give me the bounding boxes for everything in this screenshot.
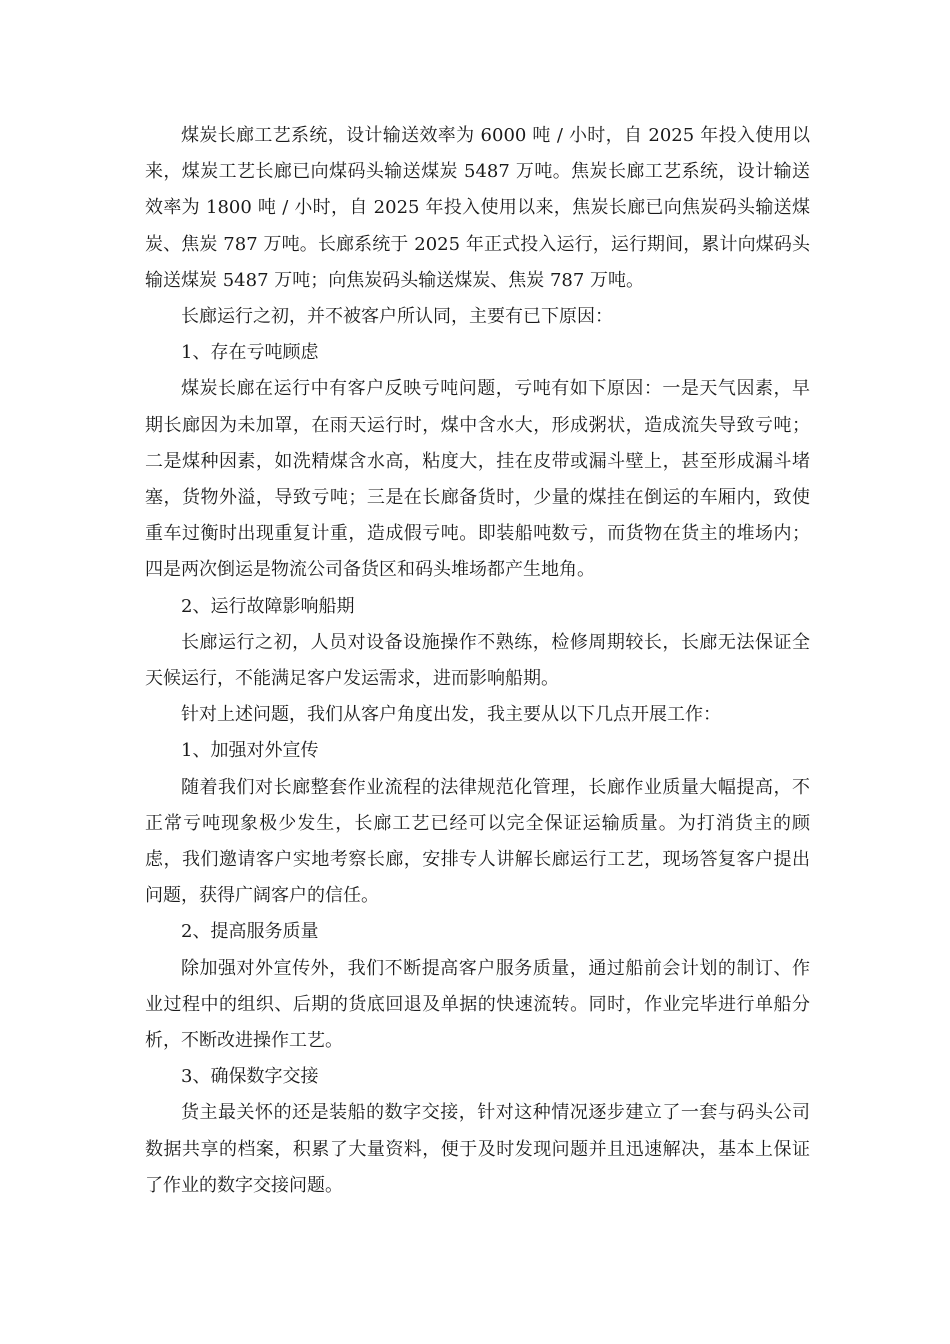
paragraph-data-handover: 货主最关怀的还是装船的数字交接，针对这种情况逐步建立了一套与码头公司数据共享的档案，积累了大量资料，便于及时发现问题并且迅速解决，基本上保证了作业的数字交接问题。 bbox=[145, 1102, 810, 1196]
paragraph-intro: 煤炭长廊工艺系统，设计输送效率为 6000 吨 / 小时，自 2025 年投入使用以来，煤炭工艺长廊已向煤码头输送煤炭 5487 万吨。焦炭长廊工艺系统，设计输送效率为 1800 吨 / 小时，自 2025 年投入使用以来，焦炭长廊已向焦炭码头输送煤炭、焦炭 787 万吨。长廊系统于 2025 年正式投入运行，运行期间，累计向煤码头输送煤炭 5487 万吨；向焦炭码头输送煤炭、焦炭 787 万吨。 bbox=[145, 125, 810, 291]
paragraph-reasons-lead: 长廊运行之初，并不被客户所认同，主要有已下原因： bbox=[181, 306, 613, 328]
document-body bbox=[145, 118, 810, 1204]
heading-publicity: 1、加强对外宣传 bbox=[181, 740, 319, 762]
paragraph-publicity: 随着我们对长廊整套作业流程的法律规范化管理，长廊作业质量大幅提高，不正常亏吨现象极少发生，长廊工艺已经可以完全保证运输质量。为打消货主的顾虑，我们邀请客户实地考察长廊，安排专人讲解长廊运行工艺，现场答复客户提出问题，获得广阔客户的信任。 bbox=[145, 776, 810, 907]
paragraph-loss-causes: 煤炭长廊在运行中有客户反映亏吨问题，亏吨有如下原因：一是天气因素，早期长廊因为未加罩，在雨天运行时，煤中含水大，形成粥状，造成流失导致亏吨；二是煤种因素，如洗精煤含水高，粘度大，挂在皮带或漏斗壁上，甚至形成漏斗堵塞，货物外溢，导致亏吨；三是在长廊备货时，少量的煤挂在倒运的车厢内，致使重车过衡时出现重复计重，造成假亏吨。即装船吨数亏，而货物在货主的堆场内；四是两次倒运是物流公司备货区和码头堆场都产生地角。 bbox=[145, 378, 810, 581]
heading-service-quality: 2、提高服务质量 bbox=[181, 921, 319, 943]
heading-data-handover: 3、确保数字交接 bbox=[181, 1066, 319, 1088]
paragraph-measures-lead: 针对上述问题，我们从客户角度出发，我主要从以下几点开展工作： bbox=[181, 704, 721, 726]
paragraph-service-quality: 除加强对外宣传外，我们不断提高客户服务质量，通过船前会计划的制订、作业过程中的组织、后期的货底回退及单据的快速流转。同时，作业完毕进行单船分析，不断改进操作工艺。 bbox=[145, 957, 810, 1052]
paragraph-fault-detail: 长廊运行之初，人员对设备设施操作不熟练，检修周期较长，长廊无法保证全天候运行，不能满足客户发运需求，进而影响船期。 bbox=[145, 631, 810, 690]
heading-fault-schedule: 2、运行故障影响船期 bbox=[181, 595, 355, 617]
heading-loss-concern: 1、存在亏吨顾虑 bbox=[181, 342, 319, 364]
